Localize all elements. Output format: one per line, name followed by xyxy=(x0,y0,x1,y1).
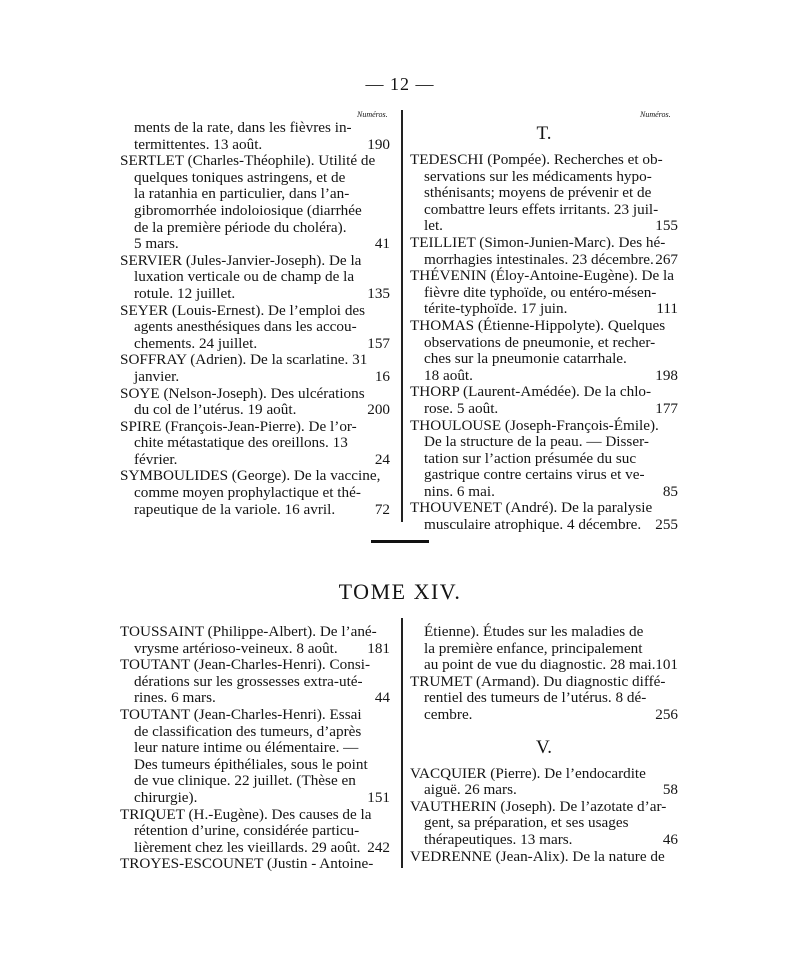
entry-line: de classification des tumeurs, d’après xyxy=(134,722,362,740)
numeros-label-right: Numéros. xyxy=(640,110,671,119)
index-entry xyxy=(410,318,678,384)
entry-line: aiguë. 26 mars. xyxy=(424,781,517,799)
entry-number: 155 xyxy=(655,217,678,235)
entry-line: THORP (Laurent-Amédée). De la chlo- xyxy=(410,383,652,401)
index-entry xyxy=(410,235,678,268)
entry-number: 135 xyxy=(367,284,390,302)
entry-line: rotule. 12 juillet. xyxy=(134,284,236,302)
entry-number: 24 xyxy=(374,450,390,468)
entry-number: 16 xyxy=(374,367,390,385)
entry-line: tation sur l’action présumée du suc xyxy=(424,449,637,467)
index-column-right-2 xyxy=(410,624,678,865)
index-entry xyxy=(410,624,678,674)
entry-number: 181 xyxy=(367,639,390,657)
entry-line: sthénisants; moyens de prévenir et de xyxy=(424,184,652,202)
entry-number: 46 xyxy=(662,830,678,848)
index-entry xyxy=(410,799,678,849)
entry-line: THÉVENIN (Éloy-Antoine-Eugène). De la xyxy=(410,267,675,285)
entry-line: musculaire atrophique. 4 décembre. xyxy=(424,516,642,534)
entry-number: 157 xyxy=(367,334,390,352)
entry-line: Étienne). Études sur les maladies de xyxy=(424,623,644,640)
entry-number: 242 xyxy=(367,838,390,856)
entry-line: ments de la rate, dans les fièvres in- xyxy=(134,119,352,136)
entry-line: TROYES-ESCOUNET (Justin - Antoine- xyxy=(120,855,374,873)
entry-line: chite métastatique des oreillons. 13 xyxy=(134,434,348,452)
entry-line: SPIRE (François-Jean-Pierre). De l’or- xyxy=(120,417,357,435)
index-entry xyxy=(120,352,390,385)
numeros-label-left: Numéros. xyxy=(357,110,388,119)
entry-line: rose. 5 août. xyxy=(424,399,499,417)
entry-number: 44 xyxy=(374,689,390,707)
entry-line: rentiel des tumeurs de l’utérus. 8 dé- xyxy=(424,689,647,707)
entry-line: ches sur la pneumonie catarrhale. xyxy=(424,350,627,368)
entry-line: luxation verticale ou de champ de la xyxy=(134,268,355,286)
entry-line: SYMBOULIDES (George). De la vaccine, xyxy=(120,467,381,485)
entry-line: SEYER (Louis-Ernest). De l’emploi des xyxy=(120,301,366,319)
entry-line: comme moyen prophylactique et thé- xyxy=(134,484,361,502)
column-divider-2 xyxy=(401,618,403,868)
index-entry xyxy=(120,856,390,873)
entry-line: termittentes. 13 août. xyxy=(134,135,263,153)
entry-line: nins. 6 mai. xyxy=(424,482,495,500)
index-entry xyxy=(120,468,390,518)
section-heading-v: V. xyxy=(535,736,553,758)
entry-line: THOMAS (Étienne-Hippolyte). Quelques xyxy=(410,316,666,334)
index-entry xyxy=(120,303,390,353)
entry-line: SERVIER (Jules-Janvier-Joseph). De la xyxy=(120,251,362,269)
index-entry xyxy=(120,153,390,253)
index-entry xyxy=(120,624,390,657)
entry-line: VAUTHERIN (Joseph). De l’azotate d’ar- xyxy=(410,797,667,815)
entry-line: quelques toniques astringens, et de xyxy=(134,168,346,186)
entry-line: TRIQUET (H.-Eugène). Des causes de la xyxy=(120,805,372,823)
entry-line: au point de vue du diagnostic. 28 mai. xyxy=(424,656,656,674)
page-number: — 12 — xyxy=(365,74,435,94)
entry-line: leur nature intime ou élémentaire. — xyxy=(134,739,359,757)
entry-line: let. xyxy=(424,217,443,235)
index-entry xyxy=(410,152,678,235)
index-entry xyxy=(120,253,390,303)
entry-line: fièvre dite typhoïde, ou entéro-mésen- xyxy=(424,283,657,301)
entry-number: 72 xyxy=(374,500,390,518)
entry-number: 41 xyxy=(374,235,390,253)
entry-line: chements. 24 juillet. xyxy=(134,334,258,352)
entry-line: THOULOUSE (Joseph-François-Émile). xyxy=(410,416,659,434)
index-entry xyxy=(120,707,390,807)
entry-line: la ratanhia en particulier, dans l’an- xyxy=(134,185,350,203)
index-entry xyxy=(410,849,678,866)
index-entry xyxy=(120,386,390,419)
entry-line: thérapeutiques. 13 mars. xyxy=(424,830,573,848)
tome-heading: TOME XIV. xyxy=(338,579,462,604)
entry-line: THOUVENET (André). De la paralysie xyxy=(410,499,653,517)
index-entry xyxy=(120,419,390,469)
entry-number: 255 xyxy=(655,516,678,534)
entry-number: 177 xyxy=(655,399,678,417)
entry-line: janvier. xyxy=(134,367,180,385)
entry-line: combattre leurs effets irritants. 23 juil- xyxy=(424,200,659,218)
entry-line: rapeutique de la variole. 16 avril. xyxy=(134,500,336,518)
entry-line: Des tumeurs épithéliales, sous le point xyxy=(134,755,368,773)
entry-number: 85 xyxy=(662,482,678,500)
entry-line: 5 mars. xyxy=(134,235,179,253)
entry-line: térite-typhoïde. 17 juin. xyxy=(424,300,568,318)
entry-line: lièrement chez les vieillards. 29 août. xyxy=(134,838,361,856)
entry-line: rétention d’urine, considérée particu- xyxy=(134,822,360,840)
entry-line: de la première période du choléra). xyxy=(134,218,347,236)
index-column-left-2 xyxy=(120,624,390,873)
entry-number: 58 xyxy=(662,781,678,799)
entry-line: observations de pneumonie, et recher- xyxy=(424,333,656,351)
entry-line: 18 août. xyxy=(424,366,473,384)
entry-number: 111 xyxy=(656,300,678,318)
index-entry xyxy=(410,268,678,318)
entry-line: morrhagies intestinales. 23 décembre. xyxy=(424,250,654,268)
entry-line: dérations sur les grossesses extra-uté- xyxy=(134,672,363,690)
entry-line: chirurgie). xyxy=(134,788,198,806)
entry-line: gibromorrhée indoloiosique (diarrhée xyxy=(134,201,362,219)
index-entry xyxy=(410,384,678,417)
entry-number: 267 xyxy=(655,250,678,268)
entry-line: du col de l’utérus. 19 août. xyxy=(134,401,297,419)
entry-line: TRUMET (Armand). Du diagnostic diffé- xyxy=(410,672,666,690)
entry-number: 200 xyxy=(367,401,390,419)
entry-number: 256 xyxy=(655,705,678,723)
index-entry xyxy=(410,500,678,533)
entry-line: la première enfance, principalement xyxy=(424,639,643,657)
entry-line: De la structure de la peau. — Disser- xyxy=(424,433,649,451)
entry-line: cembre. xyxy=(424,705,473,723)
entry-line: rines. 6 mars. xyxy=(134,689,216,707)
index-entry xyxy=(120,120,390,153)
entry-line: février. xyxy=(134,450,178,468)
entry-line: TOUTANT (Jean-Charles-Henri). Essai xyxy=(120,705,362,723)
separator-rule xyxy=(371,540,429,543)
entry-line: vrysme artérioso-veineux. 8 août. xyxy=(134,639,338,657)
entry-number: 151 xyxy=(367,788,390,806)
column-divider-1 xyxy=(401,110,403,522)
section-heading-t: T. xyxy=(536,123,552,144)
index-entry xyxy=(410,418,678,501)
entry-line: de vue clinique. 22 juillet. (Thèse en xyxy=(134,772,356,790)
index-entry xyxy=(120,657,390,707)
entry-line: TEILLIET (Simon-Junien-Marc). Des hé- xyxy=(410,233,666,251)
entry-line: gent, sa préparation, et ses usages xyxy=(424,814,629,832)
entry-line: TOUSSAINT (Philippe-Albert). De l’ané- xyxy=(120,623,377,640)
entry-number: 190 xyxy=(367,135,390,153)
index-column-left-1 xyxy=(120,120,390,518)
entry-line: SOFFRAY (Adrien). De la scarlatine. 31 xyxy=(120,351,368,369)
entry-line: TOUTANT (Jean-Charles-Henri). Consi- xyxy=(120,656,371,674)
index-column-right-1 xyxy=(410,118,678,534)
entry-line: servations sur les médicaments hypo- xyxy=(424,167,652,185)
entry-line: SOYE (Nelson-Joseph). Des ulcérations xyxy=(120,384,365,402)
entry-number: 198 xyxy=(655,366,678,384)
entry-line: VACQUIER (Pierre). De l’endocardite xyxy=(410,764,646,782)
entry-line: TEDESCHI (Pompée). Recherches et ob- xyxy=(410,151,663,168)
entry-line: SERTLET (Charles-Théophile). Utilité de xyxy=(120,152,376,170)
index-entry xyxy=(120,807,390,857)
entry-line: agents anesthésiques dans les accou- xyxy=(134,318,357,336)
entry-line: VEDRENNE (Jean-Alix). De la nature de xyxy=(410,847,665,865)
index-entry xyxy=(410,766,678,799)
index-entry xyxy=(410,674,678,724)
entry-number: 101 xyxy=(655,656,678,674)
entry-line: gastrique contre certains virus et ve- xyxy=(424,466,645,484)
